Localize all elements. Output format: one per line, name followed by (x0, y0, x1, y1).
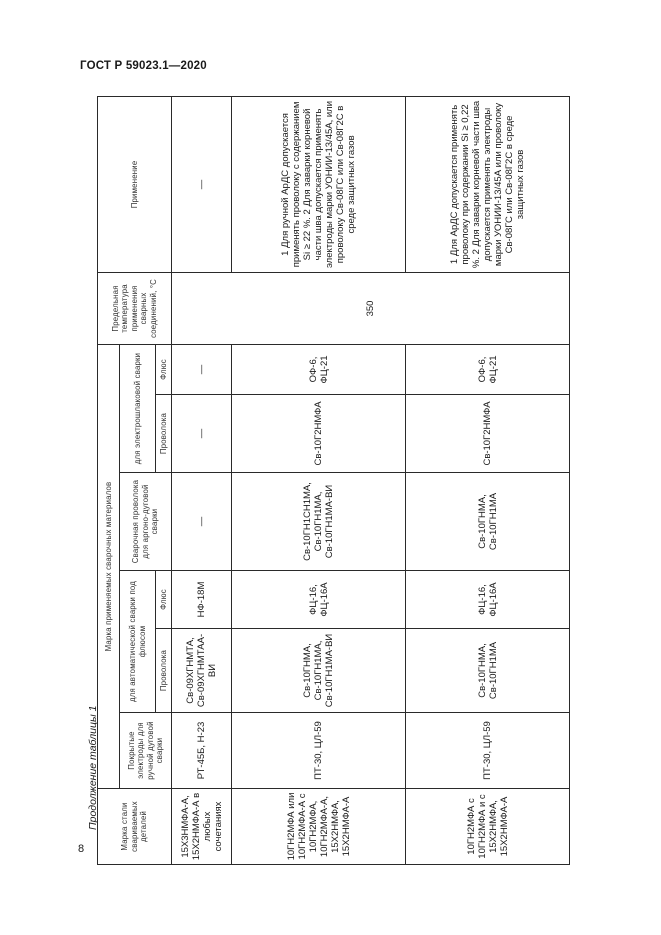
table-row (406, 96, 570, 864)
header-materials-group: Марка применяемых сварочных материалов (98, 344, 120, 788)
cell-steel-grade: 15Х3НМФА-А, 15Х2НМФА-А в любых сочетаниях (172, 789, 232, 865)
cell-electrodes: ПТ-30, ЦЛ-59 (406, 713, 570, 789)
cell-argon-wire: Св-10ГН1СН1МА, Св-10ГН1МА, Св-10ГН1МА-ВИ (232, 473, 406, 571)
table-row (232, 96, 406, 864)
cell-steel-grade: 10ГН2МФА с 10ГН2МФА и с 15Х2НМФА, 15Х2НМФА-А (406, 789, 570, 865)
header-application: Применение (98, 96, 172, 272)
header-auto-wire: Проволока (156, 629, 172, 713)
welding-materials-table (97, 96, 570, 865)
cell-auto-flux: ФЦ-16, ФЦ-16А (406, 571, 570, 629)
header-es-flux: Флюс (156, 344, 172, 394)
header-steel-grade: Марка стали свариваемых деталей (98, 789, 172, 865)
cell-application: 1 Для ручной АрДС допускается применять проволоку с содержанием Si ≥ 22 %. 2 Для заварки корневой части шва допускается применять электроды марки УОНИИ-13/45А, или проволоку Св-08ГС или Св-08Г2С в среде защитных газов (232, 96, 406, 272)
table-caption: Продолжение таблицы 1 (87, 705, 99, 830)
cell-es-wire: Св-10Г2НМФА (406, 395, 570, 473)
cell-auto-flux: НФ-18М (172, 571, 232, 629)
header-temperature: Предельная температура применения сварных соединений, °С (98, 272, 172, 344)
cell-es-flux: — (172, 344, 232, 394)
header-electroslag: для электрошлаковой сварки (120, 344, 156, 472)
header-argon-wire: Сварочная проволока для аргоно-дуговой сварки (120, 473, 172, 571)
cell-auto-flux: ФЦ-16, ФЦ-16А (232, 571, 406, 629)
cell-application: — (172, 96, 232, 272)
rotated-table-container (97, 97, 569, 865)
cell-es-wire: — (172, 395, 232, 473)
header-auto-flux: Флюс (156, 571, 172, 629)
cell-electrodes: ПТ-30, ЦЛ-59 (232, 713, 406, 789)
cell-argon-wire: — (172, 473, 232, 571)
cell-es-flux: ОФ-6, ФЦ-21 (232, 344, 406, 394)
cell-auto-wire: Св-10ГНМА, Св-10ГН1МА, Св-10ГН1МА-ВИ (232, 629, 406, 713)
cell-electrodes: РТ-45Б, Н-23 (172, 713, 232, 789)
document-header: ГОСТ Р 59023.1—2020 (80, 60, 207, 72)
cell-es-wire: Св-10Г2НМФА (232, 395, 406, 473)
page-number: 8 (78, 843, 85, 855)
cell-application: 1 Для АрДС допускается применять проволоку при содержании Si ≥ 0,22 %. 2 Для заварки корневой части шва допускается применять электроды марки УОНИИ-13/45А или проволоку Св-08ГС или Св-08Г2С в среде защитных газов (406, 96, 570, 272)
table-row (172, 96, 232, 864)
cell-steel-grade: 10ГН2МФА или 10ГН2МФА-А с 10ГН2МФА, 10ГН2МФА-А, 15Х2НМФА, 15Х2НМФА-А (232, 789, 406, 865)
cell-es-flux: ОФ-6, ФЦ-21 (406, 344, 570, 394)
cell-temperature: 350 (172, 272, 570, 344)
header-electrodes: Покрытые электроды для ручной дуговой сварки (120, 713, 172, 789)
cell-auto-wire: Св-09ХГНМТА, Св-09ХГНМТАА-ВИ (172, 629, 232, 713)
cell-argon-wire: Св-10ГНМА, Св-10ГН1МА (406, 473, 570, 571)
cell-auto-wire: Св-10ГНМА, Св-10ГН1МА (406, 629, 570, 713)
header-auto-welding: для автоматической сварки под флюсом (120, 571, 156, 713)
header-es-wire: Проволока (156, 395, 172, 473)
